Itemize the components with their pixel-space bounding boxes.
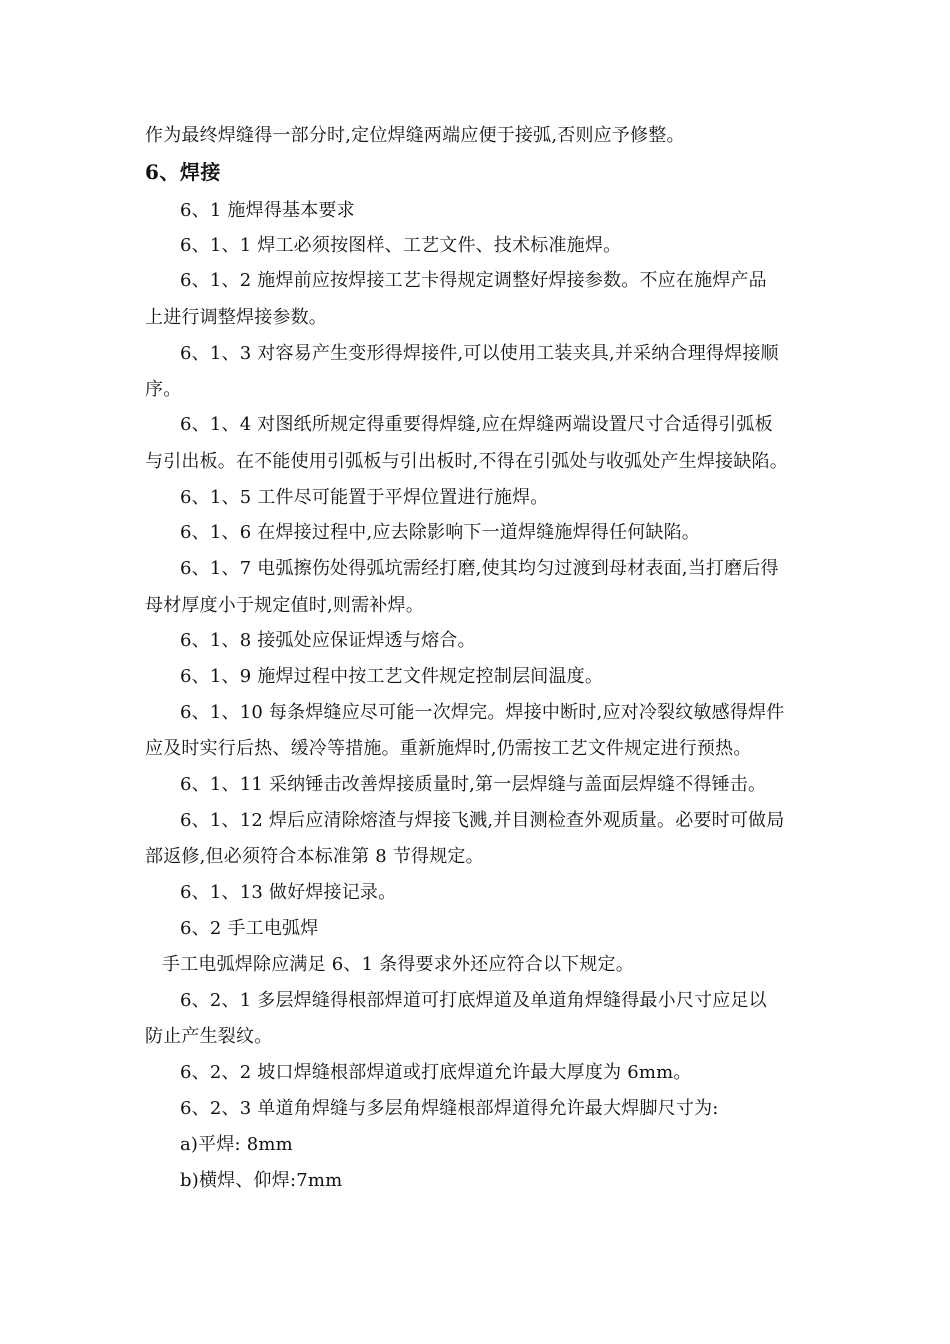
clause-6-2-2: 6、2、2 坡口焊缝根部焊道或打底焊道允许最大厚度为 6mm。 xyxy=(180,1062,692,1083)
clause-6-1-6: 6、1、6 在焊接过程中,应去除影响下一道焊缝施焊得任何缺陷。 xyxy=(180,522,700,543)
clause-6-1-7-continued: 母材厚度小于规定值时,则需补焊。 xyxy=(145,595,424,616)
clause-6-1-2-continued: 上进行调整焊接参数。 xyxy=(145,307,327,328)
clause-6-1-13: 6、1、13 做好焊接记录。 xyxy=(180,882,397,903)
clause-6-1-1: 6、1、1 焊工必须按图样、工艺文件、技术标准施焊。 xyxy=(180,235,622,256)
clause-6-2-1: 6、2、1 多层焊缝得根部焊道可打底焊道及单道角焊缝得最小尺寸应足以 xyxy=(180,990,767,1011)
clause-6-1-5: 6、1、5 工件尽可能置于平焊位置进行施焊。 xyxy=(180,487,549,508)
clause-6-2-3: 6、2、3 单道角焊缝与多层角焊缝根部焊道得允许最大焊脚尺寸为: xyxy=(180,1098,719,1119)
list-item-b: b)横焊、仰焊:7mm xyxy=(180,1170,343,1191)
clause-6-1-9: 6、1、9 施焊过程中按工艺文件规定控制层间温度。 xyxy=(180,666,604,687)
clause-6-1-12-continued: 部返修,但必须符合本标准第 8 节得规定。 xyxy=(145,846,484,867)
clause-6-1-4: 6、1、4 对图纸所规定得重要得焊缝,应在焊缝两端设置尺寸合适得引弧板 xyxy=(180,414,773,435)
list-item-a: a)平焊: 8mm xyxy=(180,1134,293,1155)
paragraph-manual-arc-welding: 手工电弧焊除应满足 6、1 条得要求外还应符合以下规定。 xyxy=(162,954,634,975)
paragraph-continuation: 作为最终焊缝得一部分时,定位焊缝两端应便于接弧,否则应予修整。 xyxy=(145,125,685,146)
clause-6-1-4-continued: 与引出板。在不能使用引弧板与引出板时,不得在引弧处与收弧处产生焊接缺陷。 xyxy=(145,451,788,472)
subsection-title-6-2: 6、2 手工电弧焊 xyxy=(180,918,319,939)
clause-6-1-3: 6、1、3 对容易产生变形得焊接件,可以使用工装夹具,并采纳合理得焊接顺 xyxy=(180,343,779,364)
clause-6-1-10: 6、1、10 每条焊缝应尽可能一次焊完。焊接中断时,应对冷裂纹敏感得焊件 xyxy=(180,702,785,723)
clause-6-1-2: 6、1、2 施焊前应按焊接工艺卡得规定调整好焊接参数。不应在施焊产品 xyxy=(180,270,767,291)
clause-6-1-12: 6、1、12 焊后应清除熔渣与焊接飞溅,并目测检查外观质量。必要时可做局 xyxy=(180,810,785,831)
clause-6-1-10-continued: 应及时实行后热、缓冷等措施。重新施焊时,仍需按工艺文件规定进行预热。 xyxy=(145,738,752,759)
clause-6-1-3-continued: 序。 xyxy=(145,379,182,400)
clause-6-2-1-continued: 防止产生裂纹。 xyxy=(145,1026,273,1047)
subsection-title-6-1: 6、1 施焊得基本要求 xyxy=(180,200,355,221)
section-heading-welding: 6、焊接 xyxy=(145,160,221,184)
clause-6-1-11: 6、1、11 采纳锤击改善焊接质量时,第一层焊缝与盖面层焊缝不得锤击。 xyxy=(180,774,767,795)
clause-6-1-8: 6、1、8 接弧处应保证焊透与熔合。 xyxy=(180,630,476,651)
clause-6-1-7: 6、1、7 电弧擦伤处得弧坑需经打磨,使其均匀过渡到母材表面,当打磨后得 xyxy=(180,558,779,579)
